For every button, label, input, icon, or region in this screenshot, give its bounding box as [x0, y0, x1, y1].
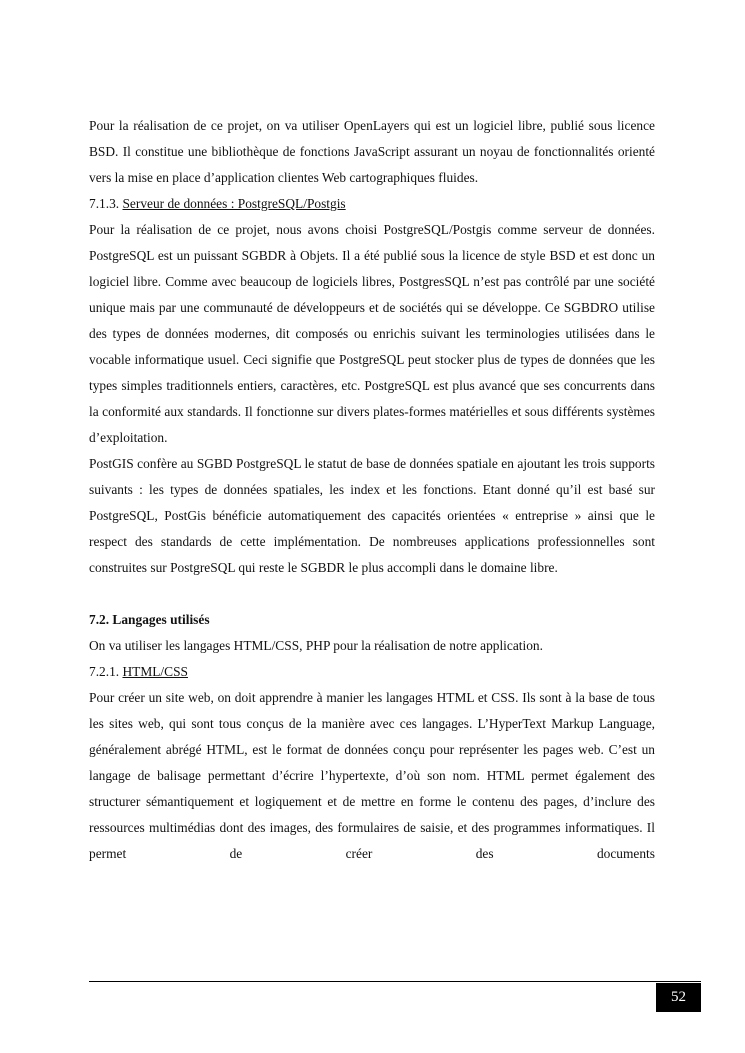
- paragraph-postgres-intro: Pour la réalisation de ce projet, nous avons choisi PostgreSQL/Postgis comme serveur de données. PostgreSQL est un puissant SGBDR à Objets. Il a été publié sous la licence de style BSD et est donc un logiciel libre. Comme avec beaucoup de logiciels libres, PostgresSQL n’est pas contrôlé par une société unique mais par une communauté de développeurs et de sociétés qui se développe. Ce SGBDRO utilise des types de données modernes, dit composés ou enrichis suivant les terminologies utilisées dans le vocable informatique usuel. Ceci signifie que PostgreSQL peut stocker plus de types de données que les types simples traditionnels entiers, caractères, etc. PostgreSQL est plus avancé que ses concurrents dans la conformité aux standards. Il fonctionne sur divers plates-formes matérielles et sous différents systèmes d’exploitation.: [89, 222, 655, 445]
- paragraph-openlayers: Pour la réalisation de ce projet, on va utiliser OpenLayers qui est un logiciel libre, publié sous licence BSD. Il constitue une bibliothèque de fonctions JavaScript assurant un noyau de fonctionnalités orienté vers la mise en place d’application clientes Web cartographiques fluides.: [89, 118, 655, 185]
- footer-rule: [89, 981, 701, 982]
- paragraph-postgis: PostGIS confère au SGBD PostgreSQL le statut de base de données spatiale en ajoutant les trois supports suivants : les types de données spatiales, les index et les fonctions. Etant donné qu’il est basé sur PostgreSQL, PostGis bénéficie automatiquement des capacités orientées « entreprise » ainsi que le respect des standards de cette implémentation. De nombreuses applications professionnelles sont construites sur PostgreSQL qui reste le SGBDR le plus accompli dans le domaine libre.: [89, 456, 655, 575]
- heading-7-1-3: [89, 191, 655, 217]
- heading-7-2-1: [89, 659, 655, 685]
- paragraph-html-css: Pour créer un site web, on doit apprendre à manier les langages HTML et CSS. Ils sont à la base de tous les sites web, qui sont tous conçus de la manière avec ces langages. L’HyperText Markup Language, généralement abrégé HTML, est le format de données conçu pour représenter les pages web. C’est un langage de balisage permettant d’écrire l’hypertexte, d’où son nom. HTML permet également des structurer sémantiquement et logiquement et de mettre en forme le contenu des pages, d’inclure des ressources multimédias dont des images, des formulaires de saisie, et des programmes informatiques. Il permet de créer des documents: [89, 690, 655, 861]
- page-content: [89, 113, 655, 867]
- heading-7-2-1-number: 7.2.1.: [89, 664, 123, 679]
- heading-7-1-3-title: Serveur de données : PostgreSQL/Postgis: [122, 196, 346, 211]
- heading-7-2-1-title: HTML/CSS: [122, 664, 188, 679]
- heading-7-2: 7.2. Langages utilisés: [89, 612, 210, 627]
- page-number: 52: [656, 983, 701, 1012]
- heading-7-1-3-number: 7.1.3.: [89, 196, 123, 211]
- paragraph-langages-intro: On va utiliser les langages HTML/CSS, PHP pour la réalisation de notre application.: [89, 638, 543, 653]
